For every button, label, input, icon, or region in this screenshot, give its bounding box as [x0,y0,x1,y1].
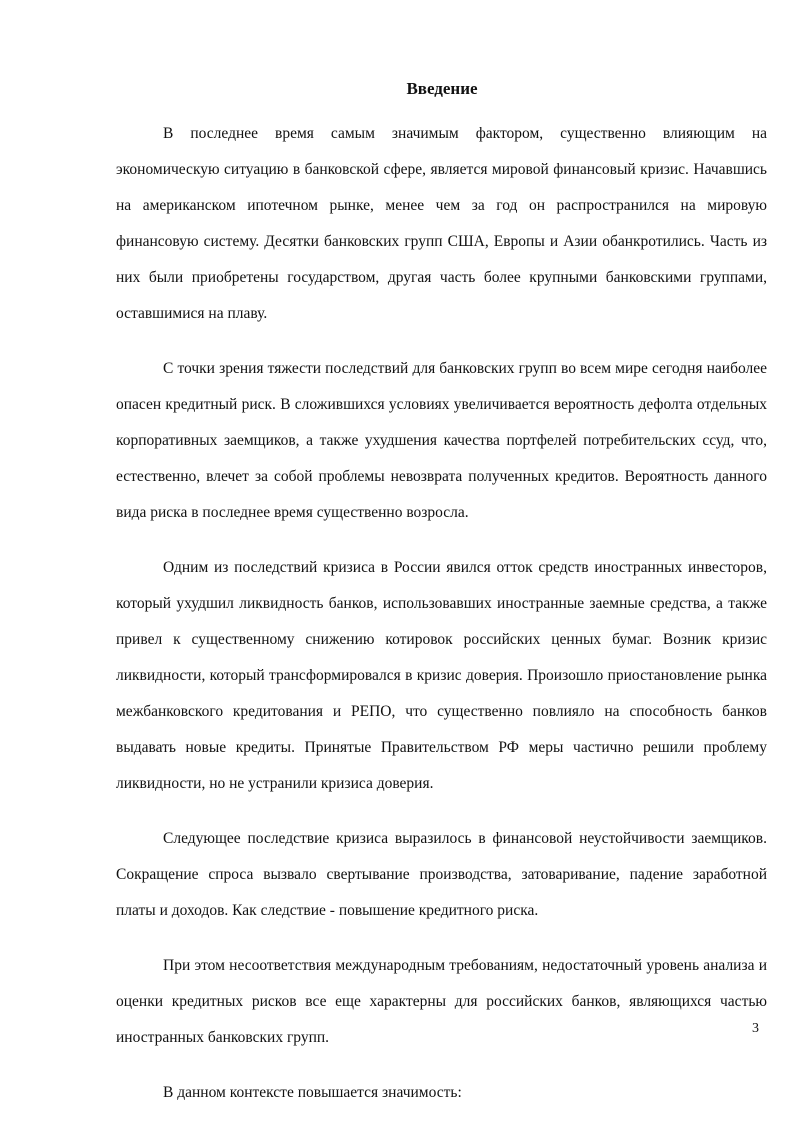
paragraph-5: При этом несоответствия международным требованиям, недостаточный уровень анализа и оценки кредитных рисков все еще характерны для российских банков, являющихся частью иностранных банковских групп. [116,957,767,1046]
page-number: 3 [752,1021,759,1036]
page-title: Введение [406,79,478,98]
paragraph-4: Следующее последствие кризиса выразилось в финансовой неустойчивости заемщиков. Сокращение спроса вызвало свертывание производства, затоваривание, падение заработной платы и доходов. Как следствие - повышение кредитного риска. [116,830,767,919]
paragraph-6: В данном контексте повышается значимость: [163,1084,462,1101]
paragraph-1: В последнее время самым значимым фактором, существенно влияющим на экономическую ситуацию в банковской сфере, является мировой финансовый кризис. Начавшись на американском ипотечном рынке, менее чем за год он распространился на мировую финансовую систему. Десятки банковских групп США, Европы и Азии обанкротились. Часть из них были приобретены государством, другая часть более крупными банковскими группами, оставшимися на плаву. [116,125,767,322]
paragraph-3: Одним из последствий кризиса в России явился отток средств иностранных инвесторов, который ухудшил ликвидность банков, использовавших иностранные заемные средства, а также привел к существенному снижению котировок российских ценных бумаг. Возник кризис ликвидности, который трансформировался в кризис доверия. Произошло приостановление рынка межбанковского кредитования и РЕПО, что существенно повлияло на способность банков выдавать новые кредиты. Принятые Правительством РФ меры частично решили проблему ликвидности, но не устранили кризиса доверия. [116,559,767,792]
body-text [116,116,767,1130]
paragraph-2: С точки зрения тяжести последствий для банковских групп во всем мире сегодня наиболее опасен кредитный риск. В сложившихся условиях увеличивается вероятность дефолта отдельных корпоративных заемщиков, а также ухудшения качества портфелей потребительских ссуд, что, естественно, влечет за собой проблемы невозврата полученных кредитов. Вероятность данного вида риска в последнее время существенно возросла. [116,360,767,521]
